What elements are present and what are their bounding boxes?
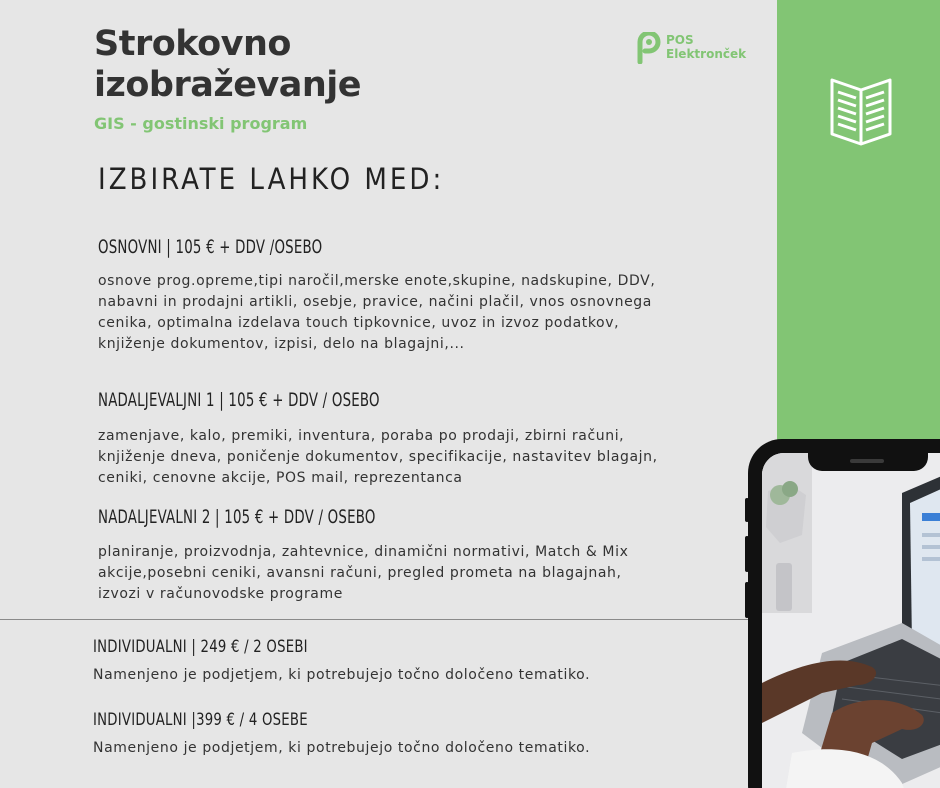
course-title-basic: OSNOVNI | 105 € + DDV /OSEBO: [98, 236, 323, 258]
section-heading: IZBIRATE LAHKO MED:: [98, 162, 445, 196]
page-title: [94, 24, 361, 106]
laptop-typing-photo: [762, 453, 940, 788]
logo-line-2: Elektronček: [666, 47, 747, 61]
divider: [0, 619, 750, 620]
title-line-2: izobraževanje: [94, 65, 362, 105]
individual-title-2: INDIVIDUALNI |399 € / 4 OSEBE: [93, 710, 308, 730]
course-desc-basic: osnove prog.opreme,tipi naročil,merske enote,skupine, nadskupine, DDV, nabavni in prodajni artikli, osebje, pravice, načini plačil, vnos osnovnega cenika, optimalna izdelava touch tipkovnice, uvoz in izvoz podatkov, knjiženje dokumentov, izpisi, delo na blagajni,...: [98, 273, 656, 352]
pos-p-logo-icon: [636, 32, 662, 64]
individual-desc-1: Namenjeno je podjetjem, ki potrebujejo točno določeno tematiko.: [93, 667, 591, 683]
course-title-advanced-2: NADALJEVALNI 2 | 105 € + DDV / OSEBO: [98, 506, 376, 528]
page-subtitle: GIS - gostinski program: [94, 114, 308, 133]
course-title-advanced-1: NADALJEVALJNI 1 | 105 € + DDV / OSEBO: [98, 389, 380, 411]
logo-line-1: POS: [666, 33, 694, 47]
phone-mockup: [748, 439, 940, 788]
green-accent-panel: [777, 0, 940, 450]
phone-screen-photo: [762, 453, 940, 788]
open-book-icon: [828, 76, 894, 148]
logo-text: [666, 33, 746, 61]
course-desc-advanced-2: planiranje, proizvodnja, zahtevnice, dinamični normativi, Match & Mix akcije,posebni ceniki, avansni računi, pregled prometa na blagajnah, izvozi v računovodske programe: [98, 544, 629, 602]
phone-speaker: [850, 459, 884, 463]
course-desc-advanced-1: zamenjave, kalo, premiki, inventura, poraba po prodaji, zbirni računi, knjiženje dneva, poničenje dokumentov, specifikacije, nastavitev blagajn, ceniki, cenovne akcije, POS mail, reprezentanca: [98, 428, 658, 486]
individual-desc-2: Namenjeno je podjetjem, ki potrebujejo točno določeno tematiko.: [93, 740, 591, 756]
title-line-1: Strokovno: [94, 24, 291, 64]
individual-title-1: INDIVIDUALNI | 249 € / 2 OSEBI: [93, 637, 308, 657]
brand-logo: [636, 32, 756, 68]
